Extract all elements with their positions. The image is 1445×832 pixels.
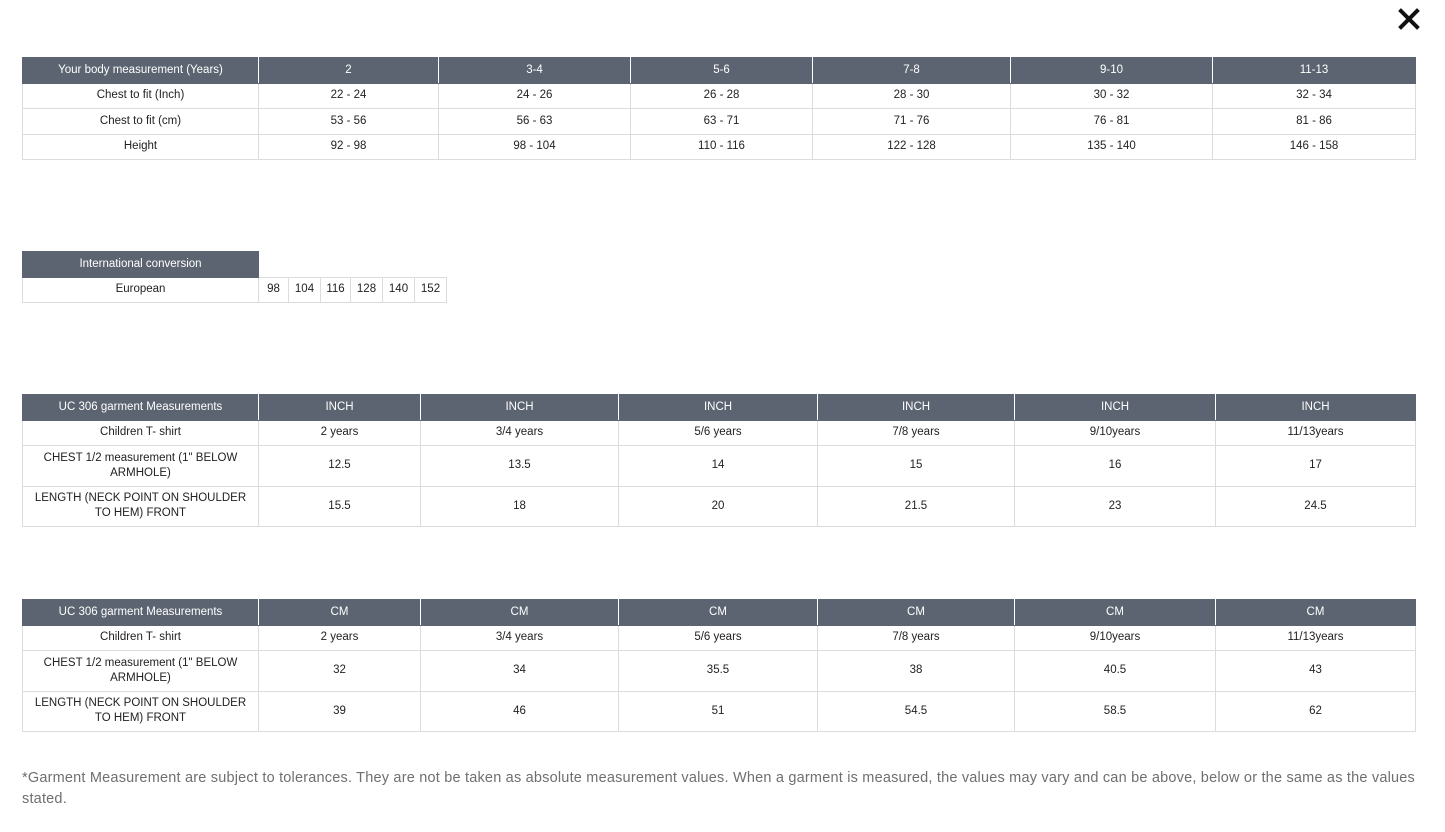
table-row xyxy=(23,134,1416,160)
table-cell: 128 xyxy=(351,277,383,303)
header-cell: 3-4 xyxy=(439,58,631,84)
table-cell: 98 xyxy=(259,277,289,303)
row-label: LENGTH (NECK POINT ON SHOULDER TO HEM) FRONT xyxy=(23,486,259,527)
table-cell: 54.5 xyxy=(818,691,1015,732)
table-cell: 32 - 34 xyxy=(1213,83,1416,109)
header-cell: Your body measurement (Years) xyxy=(23,58,259,84)
table-cell: 18 xyxy=(421,486,619,527)
table-cell: 16 xyxy=(1015,446,1216,487)
table-cell: 5/6 years xyxy=(619,625,818,651)
table-cell: 35.5 xyxy=(619,651,818,692)
table-cell: 3/4 years xyxy=(421,625,619,651)
table-row xyxy=(23,446,1416,487)
table-cell: 13.5 xyxy=(421,446,619,487)
table-cell: 7/8 years xyxy=(818,420,1015,446)
table-cell: 9/10years xyxy=(1015,625,1216,651)
table-cell: 46 xyxy=(421,691,619,732)
table-cell: 2 years xyxy=(259,420,421,446)
table-cell: 92 - 98 xyxy=(259,134,439,160)
garment-inch-table xyxy=(22,394,1416,527)
table-cell: 2 years xyxy=(259,625,421,651)
table-row xyxy=(23,691,1416,732)
table-cell: 24 - 26 xyxy=(439,83,631,109)
table-cell: 9/10years xyxy=(1015,420,1216,446)
table-cell: 152 xyxy=(415,277,447,303)
table-header-row xyxy=(23,252,447,278)
header-cell: UC 306 garment Measurements xyxy=(23,395,259,421)
table-cell: 22 - 24 xyxy=(259,83,439,109)
table-cell: 5/6 years xyxy=(619,420,818,446)
table-cell: 63 - 71 xyxy=(631,109,813,135)
table-cell: 122 - 128 xyxy=(813,134,1011,160)
table-cell: 135 - 140 xyxy=(1011,134,1213,160)
table-cell: 76 - 81 xyxy=(1011,109,1213,135)
table-cell: 14 xyxy=(619,446,818,487)
row-label: CHEST 1/2 measurement (1" BELOW ARMHOLE) xyxy=(23,651,259,692)
table-row xyxy=(23,420,1416,446)
header-cell: CM xyxy=(259,600,421,626)
table-cell: 116 xyxy=(321,277,351,303)
row-label: Chest to fit (Inch) xyxy=(23,83,259,109)
table-row xyxy=(23,109,1416,135)
table-row xyxy=(23,651,1416,692)
table-cell: 98 - 104 xyxy=(439,134,631,160)
row-label: Children T- shirt xyxy=(23,420,259,446)
table-cell: 40.5 xyxy=(1015,651,1216,692)
header-cell: CM xyxy=(1216,600,1416,626)
table-cell: 58.5 xyxy=(1015,691,1216,732)
table-cell: 146 - 158 xyxy=(1213,134,1416,160)
table-cell: 17 xyxy=(1216,446,1416,487)
header-cell: INCH xyxy=(421,395,619,421)
header-cell: 11-13 xyxy=(1213,58,1416,84)
table-cell: 56 - 63 xyxy=(439,109,631,135)
table-cell: 28 - 30 xyxy=(813,83,1011,109)
table-row xyxy=(23,486,1416,527)
header-cell: 7-8 xyxy=(813,58,1011,84)
table-cell: 32 xyxy=(259,651,421,692)
table-cell: 81 - 86 xyxy=(1213,109,1416,135)
garment-cm-table xyxy=(22,599,1416,732)
table-cell: 43 xyxy=(1216,651,1416,692)
header-cell: CM xyxy=(1015,600,1216,626)
table-cell: 34 xyxy=(421,651,619,692)
header-cell: INCH xyxy=(619,395,818,421)
table-cell: 53 - 56 xyxy=(259,109,439,135)
table-cell: 23 xyxy=(1015,486,1216,527)
row-label: CHEST 1/2 measurement (1" BELOW ARMHOLE) xyxy=(23,446,259,487)
table-row xyxy=(23,83,1416,109)
table-cell: 38 xyxy=(818,651,1015,692)
table-cell: 104 xyxy=(289,277,321,303)
table-row xyxy=(23,277,447,303)
row-label: European xyxy=(23,277,259,303)
header-cell: INCH xyxy=(1015,395,1216,421)
table-header-row xyxy=(23,395,1416,421)
table-cell: 140 xyxy=(383,277,415,303)
header-cell: 2 xyxy=(259,58,439,84)
row-label: Height xyxy=(23,134,259,160)
table-header-row xyxy=(23,600,1416,626)
table-cell: 11/13years xyxy=(1216,420,1416,446)
table-cell: 11/13years xyxy=(1216,625,1416,651)
header-cell: INCH xyxy=(1216,395,1416,421)
table-cell: 3/4 years xyxy=(421,420,619,446)
table-cell: 110 - 116 xyxy=(631,134,813,160)
header-cell: CM xyxy=(421,600,619,626)
header-cell: International conversion xyxy=(23,252,259,278)
close-button[interactable] xyxy=(1396,6,1422,32)
table-cell: 20 xyxy=(619,486,818,527)
table-cell: 7/8 years xyxy=(818,625,1015,651)
table-header-row xyxy=(23,58,1416,84)
table-cell: 15.5 xyxy=(259,486,421,527)
close-icon[interactable] xyxy=(1396,6,1422,32)
table-cell: 39 xyxy=(259,691,421,732)
header-cell: 9-10 xyxy=(1011,58,1213,84)
tolerance-footnote: *Garment Measurement are subject to tolerances. They are not be taken as absolute measurement values. When a garment is measured, the values may vary and can be above, below or the same as the values stated. xyxy=(22,770,1415,807)
header-cell: INCH xyxy=(259,395,421,421)
header-cell: CM xyxy=(818,600,1015,626)
table-cell: 15 xyxy=(818,446,1015,487)
table-cell: 24.5 xyxy=(1216,486,1416,527)
body-measurement-table xyxy=(22,57,1416,160)
table-cell: 62 xyxy=(1216,691,1416,732)
table-row xyxy=(23,625,1416,651)
table-cell: 51 xyxy=(619,691,818,732)
row-label: Children T- shirt xyxy=(23,625,259,651)
table-cell: 71 - 76 xyxy=(813,109,1011,135)
table-cell: 30 - 32 xyxy=(1011,83,1213,109)
header-cell: UC 306 garment Measurements xyxy=(23,600,259,626)
international-conversion-table xyxy=(22,251,447,303)
header-cell: 5-6 xyxy=(631,58,813,84)
table-cell: 12.5 xyxy=(259,446,421,487)
spacer xyxy=(259,252,447,278)
table-cell: 26 - 28 xyxy=(631,83,813,109)
row-label: Chest to fit (cm) xyxy=(23,109,259,135)
row-label: LENGTH (NECK POINT ON SHOULDER TO HEM) FRONT xyxy=(23,691,259,732)
header-cell: INCH xyxy=(818,395,1015,421)
header-cell: CM xyxy=(619,600,818,626)
table-cell: 21.5 xyxy=(818,486,1015,527)
